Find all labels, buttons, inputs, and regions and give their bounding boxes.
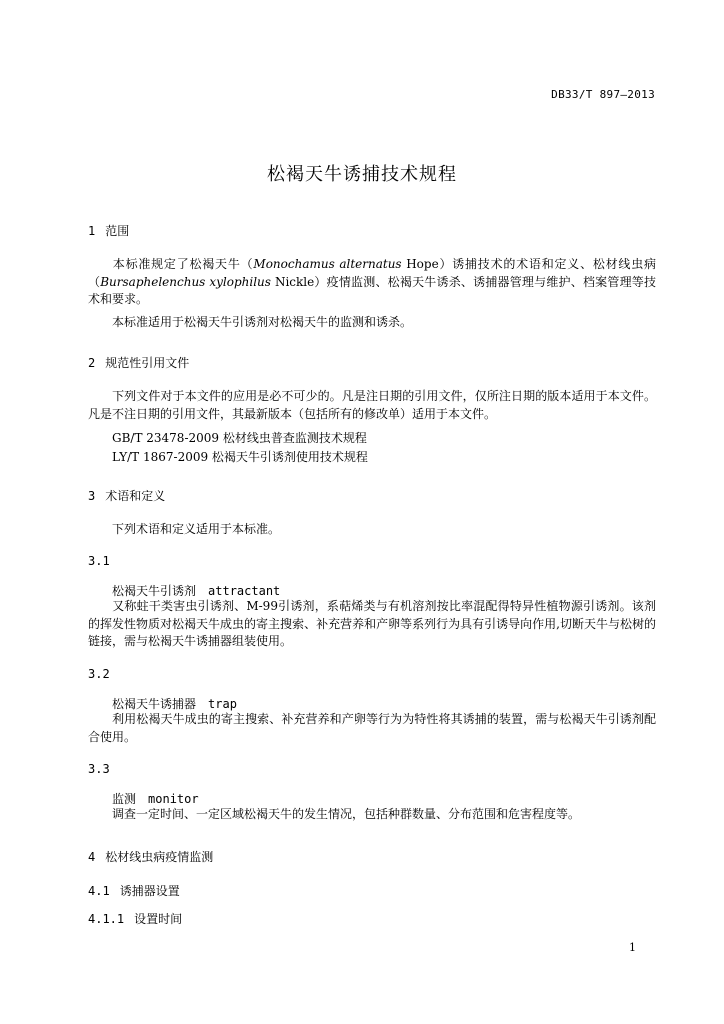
section-3-heading [88,487,165,504]
section-title: 松材线虫病疫情监测 [105,850,214,864]
term-zh: 松褐天牛诱捕器 [112,697,197,711]
scope-text-c: Nickle）疫情监测、松褐天牛诱杀、诱捕器管理与维护、档案管理等技术和要求。 [88,274,656,306]
section-title: 诱捕器设置 [119,884,180,898]
section-number: 4 [88,850,96,864]
section-number: 3 [88,489,96,503]
section-title: 范围 [105,224,130,238]
definition-attractant [88,598,656,651]
term-monitor [112,790,199,807]
term-en: monitor [148,792,199,806]
definition-trap [88,711,656,746]
reference-item: GB/T 23478-2009 松材线虫普查监测技术规程 [112,431,367,445]
section-number: 3.1 [88,554,110,568]
section-1-heading [88,222,129,239]
section-number: 1 [88,224,96,238]
section-2-heading [88,354,189,371]
normative-refs-paragraph [88,388,656,423]
term-zh: 监测 [112,792,137,806]
reference-item: LY/T 1867-2009 松褐天牛引诱剂使用技术规程 [112,450,368,464]
scientific-name-beetle: Monochamus alternatus [253,257,402,271]
section-number: 4.1 [88,884,110,898]
section-title: 设置时间 [134,912,183,926]
term-en: trap [208,697,237,711]
section-number: 2 [88,356,96,370]
section-number: 3.2 [88,667,110,681]
scope-paragraph [88,256,656,309]
page-number: 1 [629,941,636,954]
subsection-4-1-heading [88,882,180,899]
scope-applicability-text: 本标准适用于松褐天牛引诱剂对松褐天牛的监测和诱杀。 [112,315,413,329]
section-number: 4.1.1 [88,912,125,926]
terms-intro [88,521,656,539]
definition-text: 调查一定时间、一定区域松褐天牛的发生情况，包括种群数量、分布范围和危害程度等。 [112,807,581,821]
subsection-3-1-number [88,554,120,568]
normative-refs-text: 下列文件对于本文件的应用是必不可少的。凡是注日期的引用文件，仅所注日期的版本适用于本文件。凡是不注日期的引用文件，其最新版本（包括所有的修改单）适用于本文件。 [88,389,656,421]
subsection-4-1-1-heading [88,910,182,927]
document-title: 松褐天牛诱捕技术规程 [267,164,457,185]
scope-text-a: 本标准规定了松褐天牛（ [112,257,254,271]
section-title: 规范性引用文件 [105,356,190,370]
term-trap [112,695,237,712]
subsection-3-3-number [88,762,120,776]
term-attractant [112,582,280,599]
section-number: 3.3 [88,762,110,776]
term-zh: 松褐天牛引诱剂 [112,584,197,598]
definition-text: 利用松褐天牛成虫的寄主搜索、补充营养和产卵等行为为特性将其诱捕的装置，需与松褐天牛引诱剂配合使用。 [88,712,656,744]
terms-intro-text: 下列术语和定义适用于本标准。 [112,522,281,536]
scientific-name-nematode: Bursaphelenchus xylophilus [100,274,271,289]
subsection-3-2-number [88,667,120,681]
definition-monitor [88,806,656,824]
standard-code: DB33/T 897—2013 [551,88,655,101]
scope-applicability [88,314,656,332]
section-4-heading [88,848,213,865]
term-en: attractant [208,584,281,598]
section-title: 术语和定义 [105,489,166,503]
definition-text: 又称蛀干类害虫引诱剂、M-99引诱剂，系萜烯类与有机溶剂按比率混配得特异性植物源引诱剂。该剂的挥发性物质对松褐天牛成虫的寄主搜索、补充营养和产卵等系列行为具有引诱导向作用,切断天牛与松树的链接，需与松褐天牛诱捕器组装使用。 [88,599,656,648]
scope-text-b: Hope）诱捕技术的术语和定义、松材线虫病（ [88,257,656,289]
